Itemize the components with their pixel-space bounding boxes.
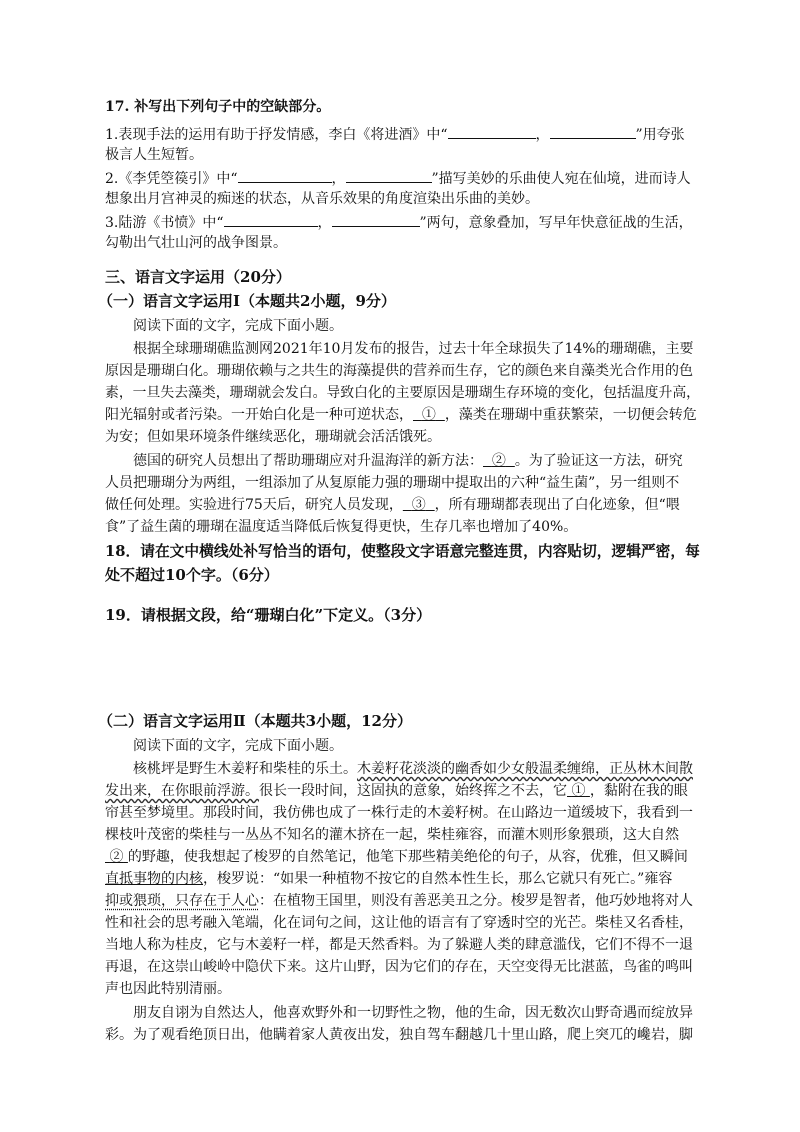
passage-line: 抑或猥琐，只存在于人心：在植物王国里，则没有善恶美丑之分。梭罗是智者，他巧妙地将对人 xyxy=(105,893,693,909)
passage-line: 人员把珊瑚分为两组，一组添加了从复原能力强的珊瑚中提取出的六种“益生菌”，另一组则不 xyxy=(105,475,680,491)
passage-line: 素，一旦失去藻类，珊瑚就会发白。导致白化的主要原因是珊瑚生存环境的变化，包括温度升高， xyxy=(105,385,701,401)
q17-title: 17. 补写出下列句子中的空缺部分。 xyxy=(105,99,331,115)
blank-1: ① xyxy=(571,783,586,799)
passage-line: 做任何处理。实验进行75天后，研究人员发现， ③ ，所有珊瑚都表现出了白化迹象，但“喂 xyxy=(105,497,680,513)
section-3-title: 三、语言文字运用（20分） xyxy=(105,268,291,286)
passage-line: 食”了益生菌的珊瑚在温度适当降低后恢复得更快，生存几率也增加了40%。 xyxy=(105,519,578,535)
q18-line2: 处不超过10个字。（6分） xyxy=(105,566,279,584)
blank-3: ③ xyxy=(411,497,426,513)
answer-blank xyxy=(332,212,420,227)
answer-blank xyxy=(448,124,536,139)
passage-line: 核桃坪是野生木姜籽和柴桂的乐土。木姜籽花淡淡的幽香如少女般温柔缠绵，正丛林木间散 xyxy=(133,761,693,777)
q19-line1: 19．请根据文段，给“珊瑚白化”下定义。（3分） xyxy=(105,606,432,624)
passage-line: ② 的野趣，使我想起了梭罗的自然笔记，他笔下那些精美绝伦的句子，从容，优雅，但又瞬间 xyxy=(105,848,688,866)
reading-intro: 阅读下面的文字，完成下面小题。 xyxy=(133,738,343,754)
blank-1: ① xyxy=(421,407,436,423)
q18-line1: 18．请在文中横线处补写恰当的语句，使整段文字语意完整连贯，内容贴切，逻辑严密，每 xyxy=(105,542,700,560)
q17-line3-cont: 勾勒出气壮山河的战争图景。 xyxy=(105,235,287,251)
passage-line: 朋友自诩为自然达人，他喜欢野外和一切野性之物，他的生命，因无数次山野奇遇而绽放异 xyxy=(133,1005,693,1021)
passage-line: 棵枝叶茂密的柴桂与一丛丛不知名的灌木挤在一起，柴桂雍容，而灌木则形象猥琐，这大自然 xyxy=(105,827,679,843)
passage-line: 声也因此特别清丽。 xyxy=(105,981,231,997)
blank-2: ② xyxy=(109,849,124,865)
answer-blank xyxy=(346,168,432,183)
reading-intro: 阅读下面的文字，完成下面小题。 xyxy=(133,318,343,334)
blank-2: ② xyxy=(491,453,506,469)
passage-line: 阳光辐射或者污染。一开始白化是一种可逆状态， ① ，藻类在珊瑚中重获繁荣，一切便会转危 xyxy=(105,407,697,423)
passage-line: 为安；但如果环境条件继续恶化，珊瑚就会活活饿死。 xyxy=(105,429,441,445)
passage-line: 再退，在这崇山峻岭中隐伏下来。这片山野，因为它们的存在，天空变得无比湛蓝，鸟雀的鸣叫 xyxy=(105,959,693,975)
q17-line2-cont: 想象出月宫神灵的痴迷的状态，从音乐效果的角度渲染出乐曲的美妙。 xyxy=(105,191,539,207)
q17-line1: 1.表现手法的运用有助于抒发情感，李白《将进酒》中“ ， ”用夸张 xyxy=(105,124,685,144)
q17-line1-cont: 极言人生短暂。 xyxy=(105,147,203,163)
answer-blank xyxy=(224,212,318,227)
passage-line: 根据全球珊瑚礁监测网2021年10月发布的报告，过去十年全球损失了14%的珊瑚礁，主要 xyxy=(133,341,694,357)
passage-line: 原因是珊瑚白化。珊瑚依赖与之共生的海藻提供的营养而生存，它的颜色来自藻类光合作用的色 xyxy=(105,363,693,379)
passage-line: 发出来，在你眼前浮游。很长一段时间，这固执的意象，始终挥之不去，它 ① ，黏附在我的眼 xyxy=(105,783,688,799)
answer-blank xyxy=(550,124,636,139)
passage-line: 德国的研究人员想出了帮助珊瑚应对升温海洋的新方法： ② 。为了验证这一方法，研究 xyxy=(133,453,683,469)
passage-line: 性和社会的思考融入笔端，化在词句之间，这让他的语言有了穿透时空的光芒。柴桂又名香桂， xyxy=(105,915,693,931)
q17-line3: 3.陆游《书愤》中“ ， ”两句，意象叠加，写早年快意征战的生活， xyxy=(105,212,693,232)
passage-line: 彩。为了观看绝顶日出，他瞒着家人黄夜出发，独自驾车翻越几十里山路，爬上突兀的巉岩，脚 xyxy=(105,1027,693,1043)
passage-line: 帘甚至梦境里。那段时间，我仿佛也成了一株行走的木姜籽树。在山路边一道缓坡下，我看到一 xyxy=(105,805,693,821)
passage-line: 直抵事物的内核，梭罗说：“如果一种植物不按它的自然本性生长，那么它就只有死亡。”雍容 xyxy=(105,871,673,887)
subsection-1-title: （一）语言文字运用Ⅰ（本题共2小题，9分） xyxy=(98,292,396,310)
q17-line2: 2.《李凭箜篌引》中“ ， ”描写美妙的乐曲使人宛在仙境，进而诗人 xyxy=(105,168,691,188)
subsection-2-title: （二）语言文字运用Ⅱ（本题共3小题，12分） xyxy=(98,712,412,730)
answer-blank xyxy=(238,168,332,183)
passage-line: 当地人称为桂皮，它与木姜籽一样，都是天然香料。为了躲避人类的肆意滥伐，它们不得不一退 xyxy=(105,937,693,953)
